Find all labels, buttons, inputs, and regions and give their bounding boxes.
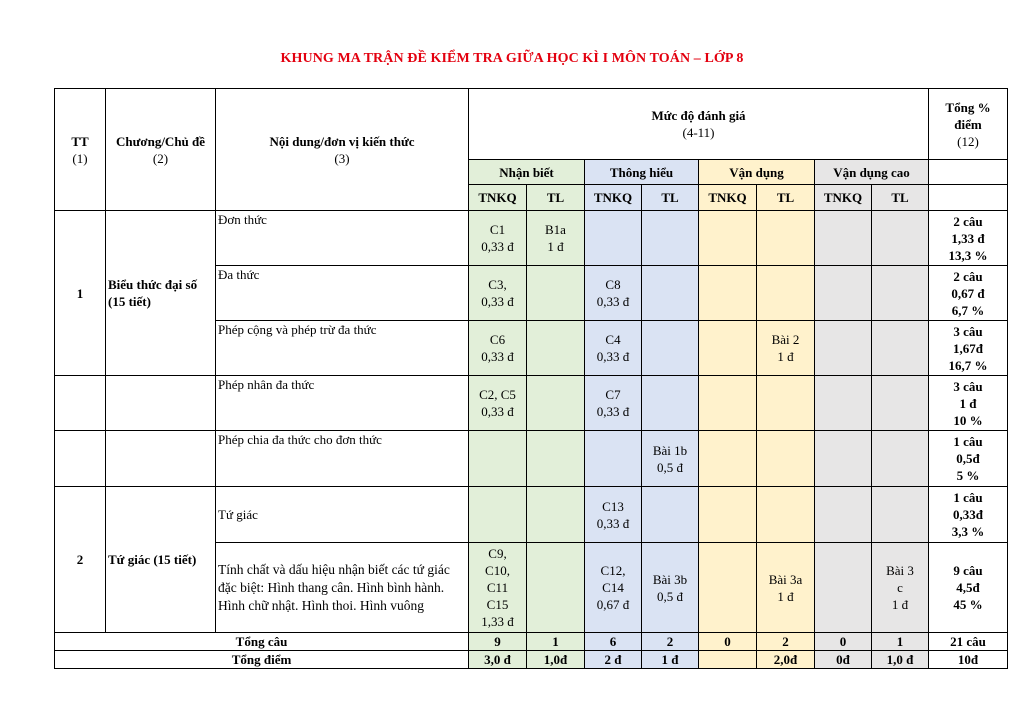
level-van-dung-cao: Vận dụng cao bbox=[815, 160, 929, 185]
total-cell: 1 bbox=[872, 633, 929, 651]
matrix-cell bbox=[469, 431, 527, 487]
matrix-cell bbox=[699, 211, 757, 266]
matrix-cell bbox=[815, 543, 872, 633]
level-nhan-biet: Nhận biết bbox=[469, 160, 585, 185]
row-total: 1 câu 0,5đ 5 % bbox=[929, 431, 1008, 487]
matrix-cell: C2, C5 0,33 đ bbox=[469, 376, 527, 431]
header-assessment-level: Mức độ đánh giá (4-11) bbox=[469, 89, 929, 160]
matrix-cell bbox=[469, 487, 527, 543]
total-questions-row bbox=[55, 633, 1008, 651]
total-cell bbox=[699, 651, 757, 669]
matrix-cell bbox=[872, 376, 929, 431]
matrix-cell: Bài 3a 1 đ bbox=[757, 543, 815, 633]
header-tt: TT (1) bbox=[55, 89, 106, 211]
matrix-cell bbox=[699, 487, 757, 543]
type-tnkq: TNKQ bbox=[699, 185, 757, 211]
total-cell: 9 bbox=[469, 633, 527, 651]
topic-name-empty bbox=[106, 431, 216, 487]
table-row bbox=[55, 487, 1008, 543]
matrix-cell bbox=[699, 321, 757, 376]
matrix-cell bbox=[642, 487, 699, 543]
matrix-cell: Bài 3 c 1 đ bbox=[872, 543, 929, 633]
matrix-cell: Bài 1b 0,5 đ bbox=[642, 431, 699, 487]
content-cell: Đơn thức bbox=[216, 211, 469, 266]
row-total: 2 câu 0,67 đ 6,7 % bbox=[929, 266, 1008, 321]
matrix-cell bbox=[527, 431, 585, 487]
matrix-cell bbox=[527, 543, 585, 633]
matrix-cell bbox=[872, 266, 929, 321]
matrix-cell bbox=[642, 211, 699, 266]
matrix-cell bbox=[699, 543, 757, 633]
page-title: KHUNG MA TRẬN ĐỀ KIỂM TRA GIỮA HỌC KÌ I MÔN TOÁN – LỚP 8 bbox=[280, 51, 744, 66]
header-content: Nội dung/đơn vị kiến thức (3) bbox=[216, 89, 469, 211]
matrix-cell bbox=[527, 487, 585, 543]
topic-number-empty bbox=[55, 376, 106, 431]
header-total-percent: Tổng % điểm (12) bbox=[929, 89, 1008, 160]
matrix-cell bbox=[815, 487, 872, 543]
matrix-cell bbox=[815, 211, 872, 266]
matrix-cell: B1a 1 đ bbox=[527, 211, 585, 266]
matrix-cell bbox=[527, 376, 585, 431]
row-total: 1 câu 0,33đ 3,3 % bbox=[929, 487, 1008, 543]
matrix-cell: C8 0,33 đ bbox=[585, 266, 642, 321]
topic-number-empty bbox=[55, 431, 106, 487]
matrix-cell bbox=[872, 431, 929, 487]
matrix-cell bbox=[815, 376, 872, 431]
level-van-dung: Vận dụng bbox=[699, 160, 815, 185]
grand-total-questions: 21 câu bbox=[929, 633, 1008, 651]
matrix-cell bbox=[757, 376, 815, 431]
matrix-cell: C4 0,33 đ bbox=[585, 321, 642, 376]
type-tnkq: TNKQ bbox=[469, 185, 527, 211]
level-thong-hieu: Thông hiểu bbox=[585, 160, 699, 185]
row-total: 3 câu 1,67đ 16,7 % bbox=[929, 321, 1008, 376]
row-total: 2 câu 1,33 đ 13,3 % bbox=[929, 211, 1008, 266]
matrix-cell bbox=[642, 376, 699, 431]
header-empty-cell bbox=[929, 160, 1008, 185]
matrix-cell bbox=[699, 266, 757, 321]
type-tnkq: TNKQ bbox=[585, 185, 642, 211]
total-cell: 0đ bbox=[815, 651, 872, 669]
topic-name-empty bbox=[106, 376, 216, 431]
topic-number: 2 bbox=[55, 487, 106, 633]
matrix-cell: C13 0,33 đ bbox=[585, 487, 642, 543]
matrix-cell bbox=[527, 266, 585, 321]
total-cell: 3,0 đ bbox=[469, 651, 527, 669]
matrix-cell bbox=[757, 266, 815, 321]
total-points-row bbox=[55, 651, 1008, 669]
total-cell: 2,0đ bbox=[757, 651, 815, 669]
matrix-cell bbox=[699, 376, 757, 431]
content-cell: Phép chia đa thức cho đơn thức bbox=[216, 431, 469, 487]
total-cell: 0 bbox=[699, 633, 757, 651]
type-tl: TL bbox=[527, 185, 585, 211]
total-points-label: Tổng điểm bbox=[55, 651, 469, 669]
content-cell: Tính chất và dấu hiệu nhận biết các tứ giác đặc biệt: Hình thang cân. Hình bình hành. Hình chữ nhật. Hình thoi. Hình vuông bbox=[216, 543, 469, 633]
matrix-cell: C9, C10, C11 C15 1,33 đ bbox=[469, 543, 527, 633]
content-cell: Phép cộng và phép trừ đa thức bbox=[216, 321, 469, 376]
topic-name: Biểu thức đại số (15 tiết) bbox=[106, 211, 216, 376]
matrix-cell: Bài 2 1 đ bbox=[757, 321, 815, 376]
content-cell: Đa thức bbox=[216, 266, 469, 321]
matrix-cell bbox=[585, 431, 642, 487]
matrix-cell bbox=[757, 431, 815, 487]
assessment-matrix-table bbox=[54, 88, 1008, 669]
header-chapter: Chương/Chủ đề (2) bbox=[106, 89, 216, 211]
total-cell: 2 đ bbox=[585, 651, 642, 669]
topic-number: 1 bbox=[55, 211, 106, 376]
total-cell: 1 đ bbox=[642, 651, 699, 669]
total-cell: 1,0đ bbox=[527, 651, 585, 669]
matrix-cell bbox=[815, 266, 872, 321]
content-cell: Tứ giác bbox=[216, 487, 469, 543]
matrix-cell bbox=[872, 487, 929, 543]
total-cell: 1,0 đ bbox=[872, 651, 929, 669]
table-row bbox=[55, 211, 1008, 266]
matrix-cell: C6 0,33 đ bbox=[469, 321, 527, 376]
total-cell: 0 bbox=[815, 633, 872, 651]
matrix-cell bbox=[757, 487, 815, 543]
table-row bbox=[55, 376, 1008, 431]
type-tl: TL bbox=[872, 185, 929, 211]
matrix-cell bbox=[527, 321, 585, 376]
content-cell: Phép nhân đa thức bbox=[216, 376, 469, 431]
row-total: 3 câu 1 đ 10 % bbox=[929, 376, 1008, 431]
matrix-cell bbox=[642, 321, 699, 376]
matrix-cell: C3, 0,33 đ bbox=[469, 266, 527, 321]
matrix-cell: C1 0,33 đ bbox=[469, 211, 527, 266]
matrix-cell bbox=[699, 431, 757, 487]
type-tnkq: TNKQ bbox=[815, 185, 872, 211]
matrix-cell: Bài 3b 0,5 đ bbox=[642, 543, 699, 633]
type-tl: TL bbox=[642, 185, 699, 211]
header-empty-cell bbox=[929, 185, 1008, 211]
matrix-cell bbox=[872, 211, 929, 266]
table-row bbox=[55, 431, 1008, 487]
total-questions-label: Tổng câu bbox=[55, 633, 469, 651]
matrix-cell bbox=[815, 431, 872, 487]
topic-name: Tứ giác (15 tiết) bbox=[106, 487, 216, 633]
grand-total-points: 10đ bbox=[929, 651, 1008, 669]
matrix-cell bbox=[815, 321, 872, 376]
total-cell: 2 bbox=[757, 633, 815, 651]
matrix-cell bbox=[642, 266, 699, 321]
total-cell: 2 bbox=[642, 633, 699, 651]
type-tl: TL bbox=[757, 185, 815, 211]
matrix-cell bbox=[872, 321, 929, 376]
matrix-cell: C7 0,33 đ bbox=[585, 376, 642, 431]
row-total: 9 câu 4,5đ 45 % bbox=[929, 543, 1008, 633]
matrix-cell bbox=[585, 211, 642, 266]
matrix-cell: C12, C14 0,67 đ bbox=[585, 543, 642, 633]
total-cell: 1 bbox=[527, 633, 585, 651]
matrix-cell bbox=[757, 211, 815, 266]
header-row-main bbox=[55, 89, 1008, 160]
total-cell: 6 bbox=[585, 633, 642, 651]
